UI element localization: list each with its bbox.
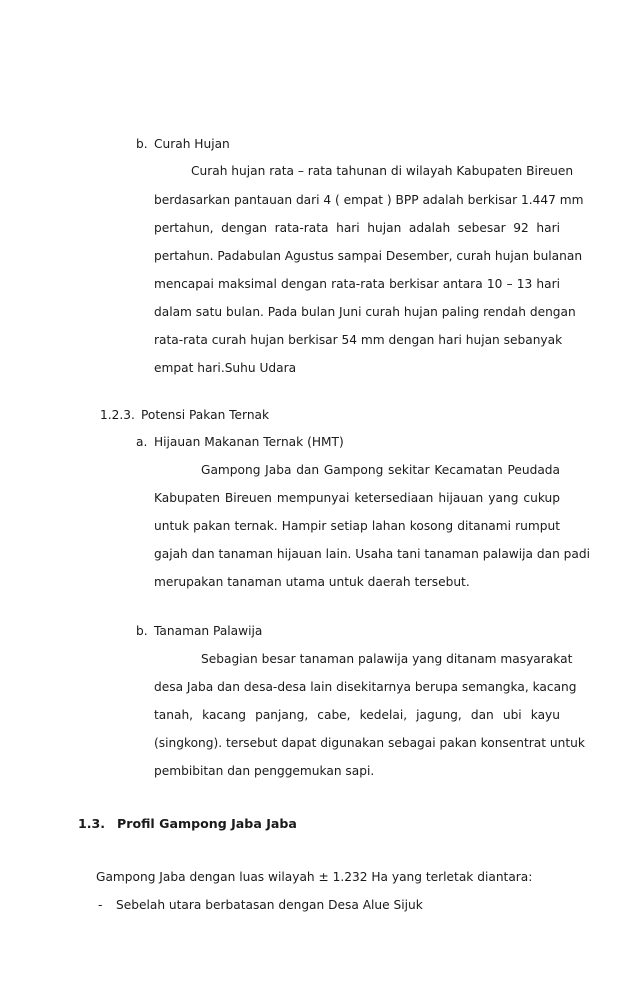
paragraph-line: merupakan tanaman utama untuk daerah tersebut. (154, 575, 470, 589)
paragraph-line: (singkong). tersebut dapat digunakan sebagai pakan konsentrat untuk (154, 736, 585, 750)
paragraph-line: Curah hujan rata – rata tahunan di wilayah Kabupaten Bireuen (191, 164, 574, 178)
list-marker-a-hmt: a. (136, 435, 148, 449)
bullet-marker: - (98, 898, 103, 912)
list-marker-b-curah: b. (136, 137, 148, 151)
paragraph-line: desa Jaba dan desa-desa lain disekitarnya berupa semangka, kacang (154, 680, 577, 694)
paragraph-line: Sebagian besar tanaman palawija yang ditanam masyarakat (201, 652, 573, 666)
profil-intro-text: Gampong Jaba dengan luas wilayah ± 1.232 Ha yang terletak diantara: (96, 870, 533, 884)
subheading-hmt: Hijauan Makanan Ternak (HMT) (154, 435, 344, 449)
paragraph-line: berdasarkan pantauan dari 4 ( empat ) BPP adalah berkisar 1.447 mm (154, 193, 584, 207)
section-title-potensi-pakan: Potensi Pakan Ternak (141, 408, 270, 422)
paragraph-line: untuk pakan ternak. Hampir setiap lahan kosong ditanami rumput (154, 519, 560, 533)
paragraph-line: pertahun. Padabulan Agustus sampai Desember, curah hujan bulanan (154, 249, 583, 263)
section-number-1-3: 1.3. (78, 816, 106, 831)
subheading-curah-hujan: Curah Hujan (154, 137, 230, 151)
section-title-profil: Profil Gampong Jaba Jaba (117, 816, 297, 831)
paragraph-line: Gampong Jaba dan Gampong sekitar Kecamatan Peudada (201, 463, 560, 477)
section-number-1-2-3: 1.2.3. (100, 408, 135, 422)
paragraph-line: dalam satu bulan. Pada bulan Juni curah hujan paling rendah dengan (154, 305, 576, 319)
paragraph-line: pembibitan dan penggemukan sapi. (154, 764, 375, 778)
paragraph-line: tanah, kacang panjang, cabe, kedelai, jagung, dan ubi kayu (154, 708, 560, 722)
paragraph-line: gajah dan tanaman hijauan lain. Usaha tani tanaman palawija dan padi (154, 547, 590, 561)
paragraph-line: empat hari.Suhu Udara (154, 361, 297, 375)
paragraph-line: Kabupaten Bireuen mempunyai ketersediaan hijauan yang cukup (154, 491, 560, 505)
paragraph-line: pertahun, dengan rata-rata hari hujan adalah sebesar 92 hari (154, 221, 560, 235)
paragraph-line: rata-rata curah hujan berkisar 54 mm dengan hari hujan sebanyak (154, 333, 563, 347)
subheading-palawija: Tanaman Palawija (154, 624, 263, 638)
paragraph-line: mencapai maksimal dengan rata-rata berkisar antara 10 – 13 hari (154, 277, 560, 291)
bullet-text-utara: Sebelah utara berbatasan dengan Desa Alue Sijuk (116, 898, 423, 912)
list-marker-b-palawija: b. (136, 624, 148, 638)
